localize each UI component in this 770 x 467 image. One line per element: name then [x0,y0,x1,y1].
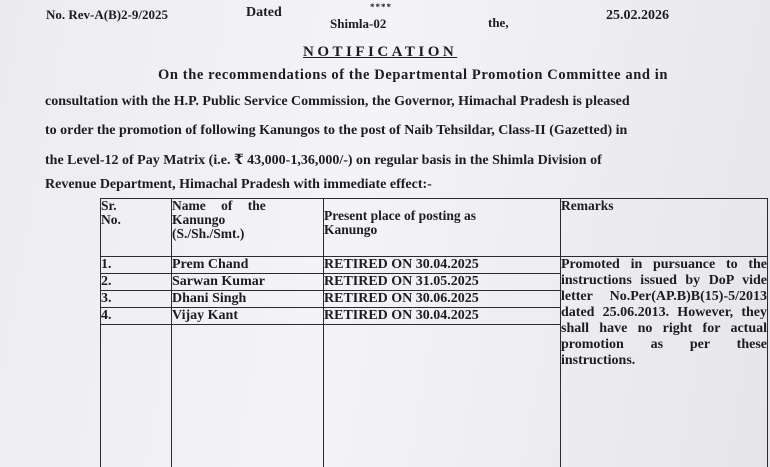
posting-header [324,199,561,257]
name-header-line2: Kanungo [172,212,226,227]
body-line: to order the promotion of following Kanungos to the post of Naib Tehsildar, Class-II (Gazetted) in [45,123,628,138]
dated-label: Dated [246,5,282,20]
row-posting: RETIRED ON 30.06.2025 [324,291,561,308]
row-sr: 2. [101,274,172,291]
row-sr: 3. [101,291,172,308]
row-name: Dhani Singh [172,291,324,308]
reference-number: No. Rev-A(B)2-9/2025 [46,7,169,22]
header-stars: **** [370,2,392,12]
body-line: consultation with the H.P. Public Service Commission, the Governor, Himachal Pradesh is pleased [45,94,630,109]
sr-header-line1: Sr. [101,198,117,213]
sr-header-line2: No. [101,212,121,227]
posting-header-line1: Present place of posting as [324,208,476,223]
name-header-line3: (S./Sh./Smt.) [172,226,245,241]
row-posting: RETIRED ON 30.04.2025 [324,257,561,274]
remarks-cell: Promoted in pursuance to the instructions issued by DoP vide letter No.Per(AP.B)B(15)-5/2013 dated 25.06.2013. However, they shall have no right for actual promotion as per these instructions. [561,257,768,467]
filler-cell [172,325,324,467]
body-line: Revenue Department, Himachal Pradesh with immediate effect:- [45,177,432,192]
row-posting: RETIRED ON 30.04.2025 [324,308,561,325]
name-header [172,199,324,257]
row-name: Prem Chand [172,257,324,274]
filler-cell [101,325,172,467]
remarks-header-text: Remarks [561,198,614,213]
table-row [101,257,768,274]
name-header-line1: Name of the [172,198,266,213]
posting-header-line2: Kanungo [324,222,378,237]
place: Shimla-02 [330,16,387,31]
notification-date: 25.02.2026 [606,8,669,23]
remarks-header [561,199,768,257]
the-label: the, [488,15,509,30]
body-line: the Level-12 of Pay Matrix (i.e. ₹ 43,000-1,36,000/-) on regular basis in the Shimla Division of [45,153,602,168]
row-name: Vijay Kant [172,308,324,325]
filler-cell [324,325,561,467]
sr-header [101,199,172,257]
row-name: Sarwan Kumar [172,274,324,291]
row-posting: RETIRED ON 31.05.2025 [324,274,561,291]
row-sr: 4. [101,308,172,325]
row-sr: 1. [101,257,172,274]
body-line: On the recommendations of the Departmental Promotion Committee and in [158,67,669,83]
notification-title: NOTIFICATION [303,44,458,60]
table-header-row [101,199,768,257]
promotion-table [100,198,768,467]
